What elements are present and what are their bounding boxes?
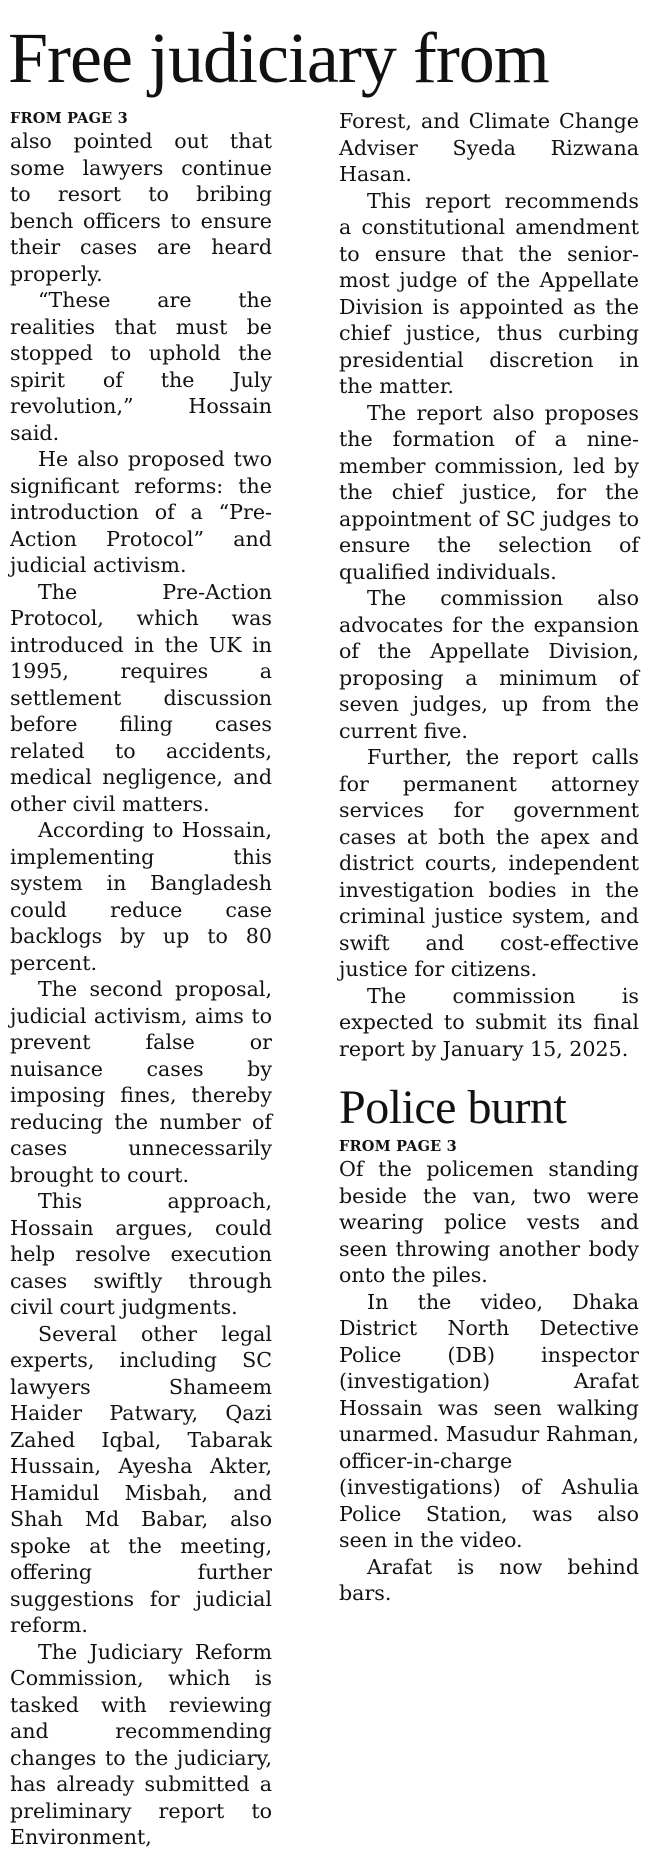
article-paragraph: “These are the realities that must be stopped to uphold the spirit of the July revolution,” Hossain said. (10, 288, 272, 445)
police-article-headline: Police burnt (339, 1081, 567, 1134)
article-paragraph: Further, the report calls for permanent attorney services for government cases at both the apex and district courts, independent investigation bodies in the criminal justice system, and swift and cost-effective justice for citizens. (339, 745, 639, 981)
article-paragraph: also pointed out that some lawyers continue to resort to bribing bench officers to ensure their cases are heard properly. (10, 129, 272, 286)
article-paragraph: According to Hossain, implementing this system in Bangladesh could reduce case backlogs by up to 80 percent. (10, 818, 272, 975)
jump-line: FROM PAGE 3 (10, 110, 128, 127)
article-paragraph: This report recommends a constitutional amendment to ensure that the senior-most judge of the Appellate Division is appointed as the chief justice, thus curbing presidential discretion in the matter. (339, 188, 639, 398)
left-column (10, 110, 272, 1851)
police-paragraph: Of the policemen standing beside the van, two were wearing police vests and seen throwing another body onto the piles. (339, 1157, 639, 1287)
article-paragraph: This approach, Hossain argues, could help resolve execution cases swiftly through civil court judgments. (10, 1189, 272, 1319)
right-column (339, 108, 639, 1607)
police-paragraph: Arafat is now behind bars. (339, 1554, 639, 1605)
article-paragraph: Forest, and Climate Change Adviser Syeda Rizwana Hasan. (339, 109, 639, 186)
article-paragraph: The report also proposes the formation of a nine-member commission, led by the chief justice, for the appointment of SC judges to ensure the selection of qualified individuals. (339, 400, 639, 584)
article-paragraph: The second proposal, judicial activism, aims to prevent false or nuisance cases by imposing fines, thereby reducing the number of cases unnecessarily brought to court. (10, 977, 272, 1187)
article-paragraph: The Pre-Action Protocol, which was introduced in the UK in 1995, requires a settlement discussion before filing cases related to accidents, medical negligence, and other civil matters. (10, 579, 272, 816)
article-paragraph: The commission also advocates for the expansion of the Appellate Division, proposing a minimum of seven judges, up from the current five. (339, 586, 639, 743)
article-paragraph: Several other legal experts, including SC lawyers Shameem Haider Patwary, Qazi Zahed Iqbal, Tabarak Hussain, Ayesha Akter, Hamidul Misbah, and Shah Md Babar, also spoke at the meeting, offering further suggestions for judicial reform. (10, 1321, 272, 1637)
police-jump-line: FROM PAGE 3 (339, 1138, 457, 1155)
article-paragraph: He also proposed two significant reforms: the introduction of a “Pre-Action Protocol” and judicial activism. (10, 447, 272, 577)
article-paragraph: The Judiciary Reform Commission, which is tasked with reviewing and recommending changes to the judiciary, has already submitted a preliminary report to Environment, (10, 1639, 272, 1849)
article-paragraph: The commission is expected to submit its final report by January 15, 2025. (339, 983, 639, 1061)
article-headline: Free judiciary from (8, 18, 549, 98)
police-paragraph: In the video, Dhaka District North Detective Police (DB) inspector (investigation) Arafat Hossain was seen walking unarmed. Masudur Rahman, officer-in-charge (investigations) of Ashulia Police Station, was also seen in the video. (339, 1289, 639, 1552)
